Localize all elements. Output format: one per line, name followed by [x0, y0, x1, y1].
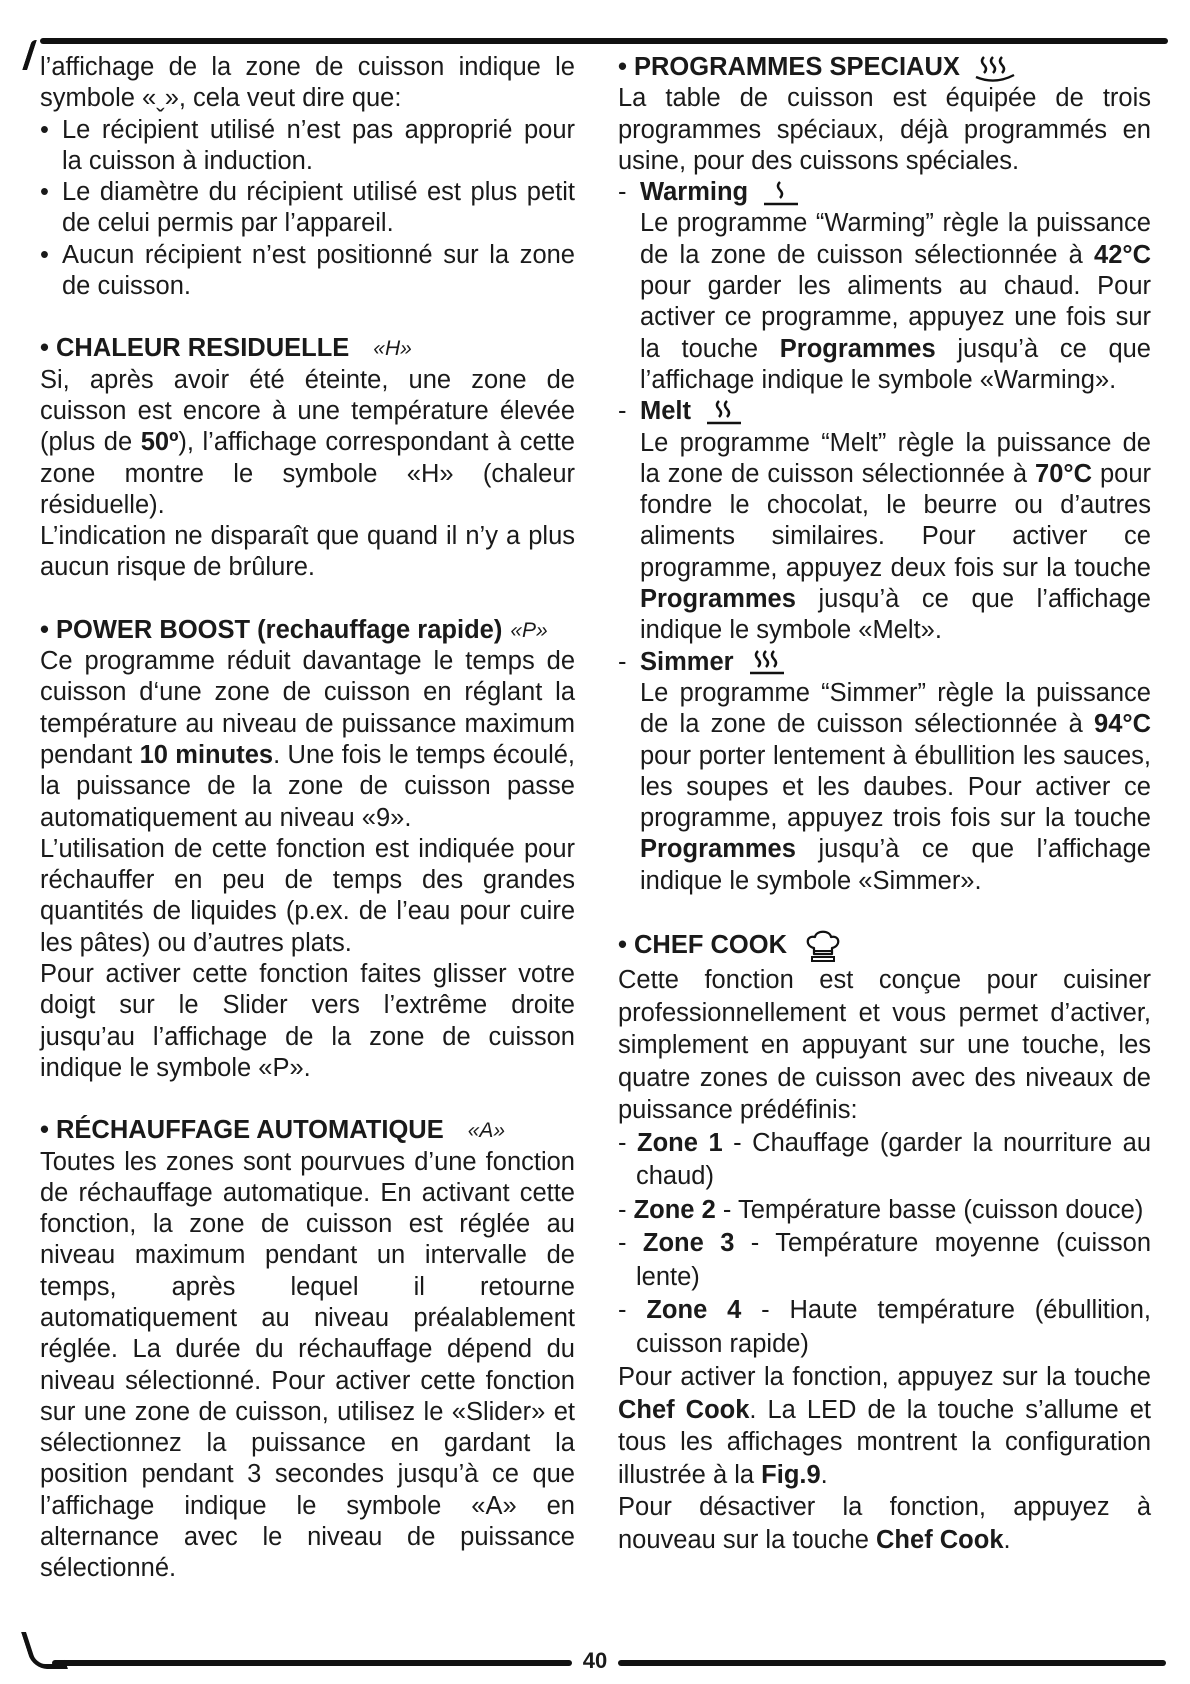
list-item: - Zone 4 - Haute température (ébullition, cuisson rapide)	[618, 1296, 1151, 1358]
special-programs-icon	[972, 53, 1018, 83]
warming-icon	[758, 179, 802, 207]
special-intro: La table de cuisson est équipée de trois programmes spéciaux, déjà programmés en usine, pour des cuissons spéciales.	[618, 84, 1151, 175]
special-programs-heading	[618, 52, 1151, 83]
list-item: - Zone 3 - Température moyenne (cuisson lente)	[618, 1229, 1152, 1291]
list-item: • Aucun récipient n’est positionné sur la zone de cuisson.	[40, 240, 575, 303]
list-item: • Le diamètre du récipient utilisé est plus petit de celui permis par l’appareil.	[40, 177, 575, 240]
simmer-title: Simmer	[640, 647, 734, 676]
power-boost-heading	[40, 615, 575, 646]
simmer-heading: - Simmer	[618, 647, 1151, 678]
auto-symbol: «A»	[467, 1119, 506, 1143]
heading-text: • PROGRAMMES SPECIAUX	[618, 53, 960, 81]
simmer-description: Le programme “Simmer” règle la puissance de la zone de cuisson sélectionnée à 94°C pour porter lentement à ébullition les sauces, les soupes et les daubes. Pour activer ce programme, appuyez trois fois sur la touche Programmes jusqu’à ce que l’affichage indique le symbole «Simmer».	[640, 678, 1151, 895]
chef-deactivate-paragraph: Pour désactiver la fonction, appuyez à nouveau sur la touche Chef Cook.	[618, 1493, 1151, 1554]
residual-heat-heading	[40, 333, 575, 364]
top-rule	[40, 38, 1168, 44]
melt-title: Melt	[640, 397, 691, 426]
warming-description: Le programme “Warming” règle la puissance de la zone de cuisson sélectionnée à 42°C pour garder les aliments au chaud. Pour activer ce programme, appuyez une fois sur la touche Programmes jusqu’à ce que l’affichage indique le symbole «Warming».	[640, 209, 1151, 394]
right-column	[618, 52, 1151, 1556]
bottom-rule-right	[618, 1660, 1166, 1666]
residual-paragraph: Si, après avoir été éteinte, une zone de cuisson est encore à une température élevée (plus de 50º), l’affichage correspondant à cette zone montre le symbole «H» (chaleur résiduelle).	[40, 365, 575, 519]
heading-text: • CHEF COOK	[618, 931, 788, 960]
page-number: 40	[582, 1648, 608, 1673]
boost-usage-paragraph: L’utilisation de cette fonction est indiquée pour réchauffer en peu de temps des grandes quantités de liquides (p.ex. de l’eau pour cuire les pâtes) ou d’autres plats.	[40, 834, 575, 957]
heading-text: • POWER BOOST (rechauffage rapide)	[40, 615, 503, 644]
warming-heading: - Warming	[618, 177, 1151, 208]
simmer-icon	[744, 648, 788, 676]
melt-icon	[701, 398, 745, 426]
heading-text: • RÉCHAUFFAGE AUTOMATIQUE	[40, 1116, 444, 1145]
auto-paragraph: Toutes les zones sont pourvues d’une fonction de réchauffage automatique. En activant cette fonction, la zone de cuisson est réglée au niveau maximum pendant un intervalle de temps, après lequel il retourne automatiquement au niveau préalablement réglée. La durée du réchauffage dépend du niveau sélectionné. Pour activer cette fonction sur une zone de cuisson, utilisez le «Slider» et sélectionnez la puissance en gardant la position pendant 3 secondes jusqu’à ce que l’affichage indique le symbole «A» en alternance avec le niveau de puissance sélectionné.	[40, 1147, 575, 1583]
chef-hat-icon	[803, 928, 843, 964]
chef-intro: Cette fonction est conçue pour cuisiner professionnellement et vous permet d’activer, simplement en appuyant sur une touche, les quatre zones de cuisson avec des niveaux de puissance prédéfinis:	[618, 966, 1151, 1125]
melt-heading: - Melt	[618, 396, 1151, 427]
boost-paragraph: Ce programme réduit davantage le temps de cuisson d‘une zone de cuisson en réglant la température au niveau de puissance maximum pendant 10 minutes. Une fois le temps écoulé, la puissance de la zone de cuisson passe automatiquement au niveau «9».	[40, 647, 576, 832]
chef-activate-paragraph: Pour activer la fonction, appuyez sur la touche Chef Cook. La LED de la touche s’allume et tous les affichages montrent la configuration illustrée à la Fig.9.	[618, 1363, 1151, 1489]
list-item: • Le récipient utilisé n’est pas approprié pour la cuisson à induction.	[40, 115, 575, 178]
list-item: - Zone 2 - Température basse (cuisson douce)	[618, 1195, 1144, 1224]
boost-activate-paragraph: Pour activer cette fonction faites glisser votre doigt sur le Slider vers l’extrême droite jusqu’au l’affichage de la zone de cuisson indique le symbole «P».	[40, 960, 575, 1082]
intro-paragraph: l’affichage de la zone de cuisson indique le symbole «ˬ», cela veut dire que:	[40, 53, 575, 113]
intro-bullet-list	[40, 115, 575, 303]
melt-description: Le programme “Melt” règle la puissance de la zone de cuisson sélectionnée à 70°C pour fondre le chocolat, le beurre ou d’autres aliments similaires. Pour activer ce programme, appuyez deux fois sur la touche Programmes jusqu’à ce que l’affichage indique le symbole «Melt».	[640, 428, 1151, 645]
residual-note: L’indication ne disparaît que quand il n’y a plus aucun risque de brûlure.	[40, 522, 575, 582]
boost-symbol: «P»	[510, 618, 548, 642]
warming-title: Warming	[640, 178, 749, 207]
auto-reheat-heading	[40, 1115, 575, 1146]
residual-symbol: «H»	[373, 337, 412, 361]
heading-text: • CHALEUR RESIDUELLE	[40, 334, 350, 363]
list-item: - Zone 1 - Chauffage (garder la nourriture au chaud)	[618, 1128, 1152, 1191]
left-column	[40, 52, 575, 1585]
bottom-rule-left	[52, 1660, 572, 1666]
chef-cook-heading	[618, 928, 1151, 964]
